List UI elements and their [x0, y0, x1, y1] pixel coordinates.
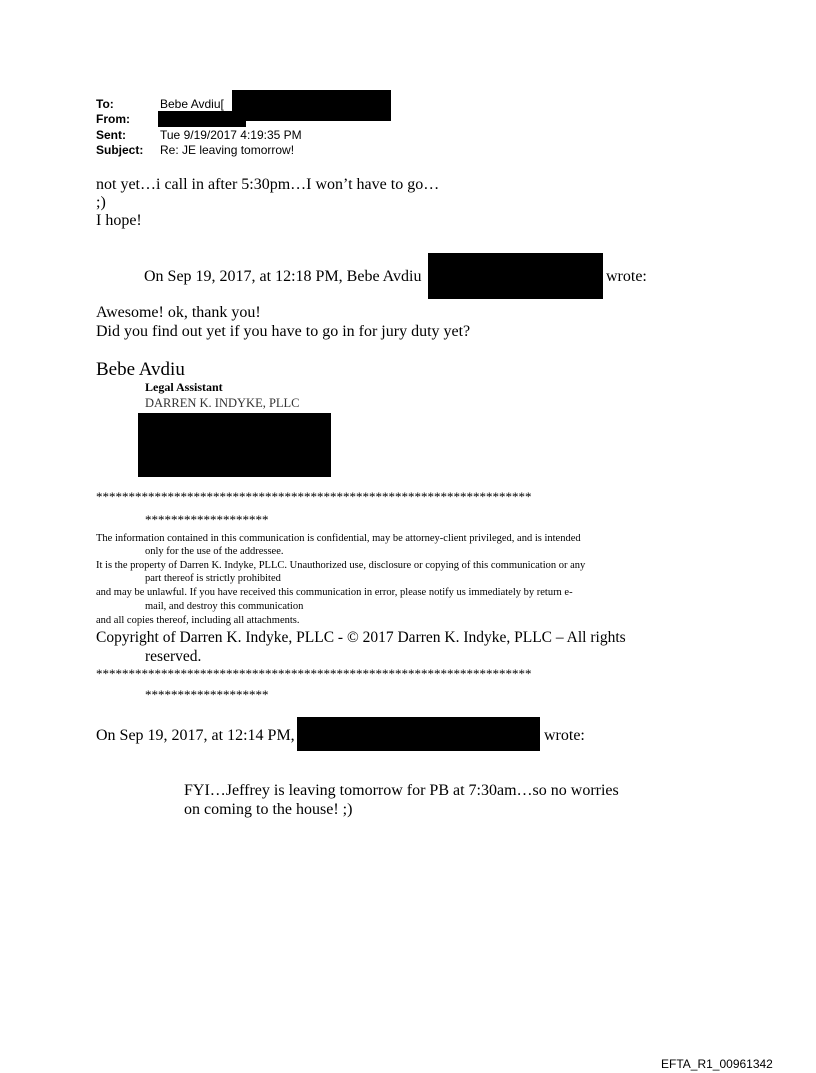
signature-title: Legal Assistant: [145, 380, 223, 394]
reply-line-2: ;): [96, 194, 106, 211]
disclaimer-line-5: and may be unlawful. If you have received this communication in error, please notify us immediately by return e-: [96, 587, 573, 598]
reply-line-3: I hope!: [96, 212, 142, 229]
quote2-line-1: FYI…Jeffrey is leaving tomorrow for PB at 7:30am…so no worries: [184, 782, 619, 799]
redaction-to-email: [232, 90, 391, 121]
disclaimer-line-3: It is the property of Darren K. Indyke, PLLC. Unauthorized use, disclosure or copying of this communication or any: [96, 560, 586, 571]
separator-stars-1b: *******************: [145, 512, 269, 527]
to-value: Bebe Avdiu[: [160, 97, 224, 111]
redaction-signature-contact: [138, 413, 331, 477]
redaction-quote2-sender: [297, 717, 540, 751]
redaction-quote1-email: [428, 253, 603, 299]
disclaimer-line-1: The information contained in this communication is confidential, may be attorney-client privileged, and is intended: [96, 533, 581, 544]
copyright-line-2: reserved.: [145, 648, 202, 665]
quote1-line-2: Did you find out yet if you have to go in for jury duty yet?: [96, 323, 471, 340]
signature-name: Bebe Avdiu: [96, 359, 185, 380]
sent-label: Sent:: [96, 128, 126, 142]
disclaimer-line-2: only for the use of the addressee.: [145, 546, 284, 557]
separator-stars-2b: *******************: [145, 687, 269, 702]
disclaimer-line-4: part thereof is strictly prohibited: [145, 573, 281, 584]
document-id: EFTA_R1_00961342: [661, 1057, 773, 1071]
separator-stars-1: *******************************************************************: [96, 489, 532, 504]
signature-firm: DARREN K. INDYKE, PLLC: [145, 396, 300, 410]
from-label: From:: [96, 112, 130, 126]
disclaimer-line-6: mail, and destroy this communication: [145, 601, 304, 612]
reply-line-1: not yet…i call in after 5:30pm…I won’t have to go…: [96, 176, 440, 193]
separator-stars-2: *******************************************************************: [96, 666, 532, 681]
redaction-from: [158, 111, 246, 127]
quote2-wrote: wrote:: [544, 727, 585, 744]
quote1-line-1: Awesome! ok, thank you!: [96, 304, 261, 321]
subject-label: Subject:: [96, 143, 144, 157]
quote1-intro: On Sep 19, 2017, at 12:18 PM, Bebe Avdiu: [144, 268, 422, 285]
quote1-wrote: wrote:: [606, 268, 647, 285]
sent-value: Tue 9/19/2017 4:19:35 PM: [160, 128, 302, 142]
disclaimer-line-7: and all copies thereof, including all attachments.: [96, 615, 300, 626]
copyright-line-1: Copyright of Darren K. Indyke, PLLC - © 2017 Darren K. Indyke, PLLC – All rights: [96, 629, 626, 646]
to-label: To:: [96, 97, 114, 111]
quote2-intro: On Sep 19, 2017, at 12:14 PM,: [96, 727, 295, 744]
subject-value: Re: JE leaving tomorrow!: [160, 143, 295, 157]
quote2-line-2: on coming to the house! ;): [184, 801, 353, 818]
